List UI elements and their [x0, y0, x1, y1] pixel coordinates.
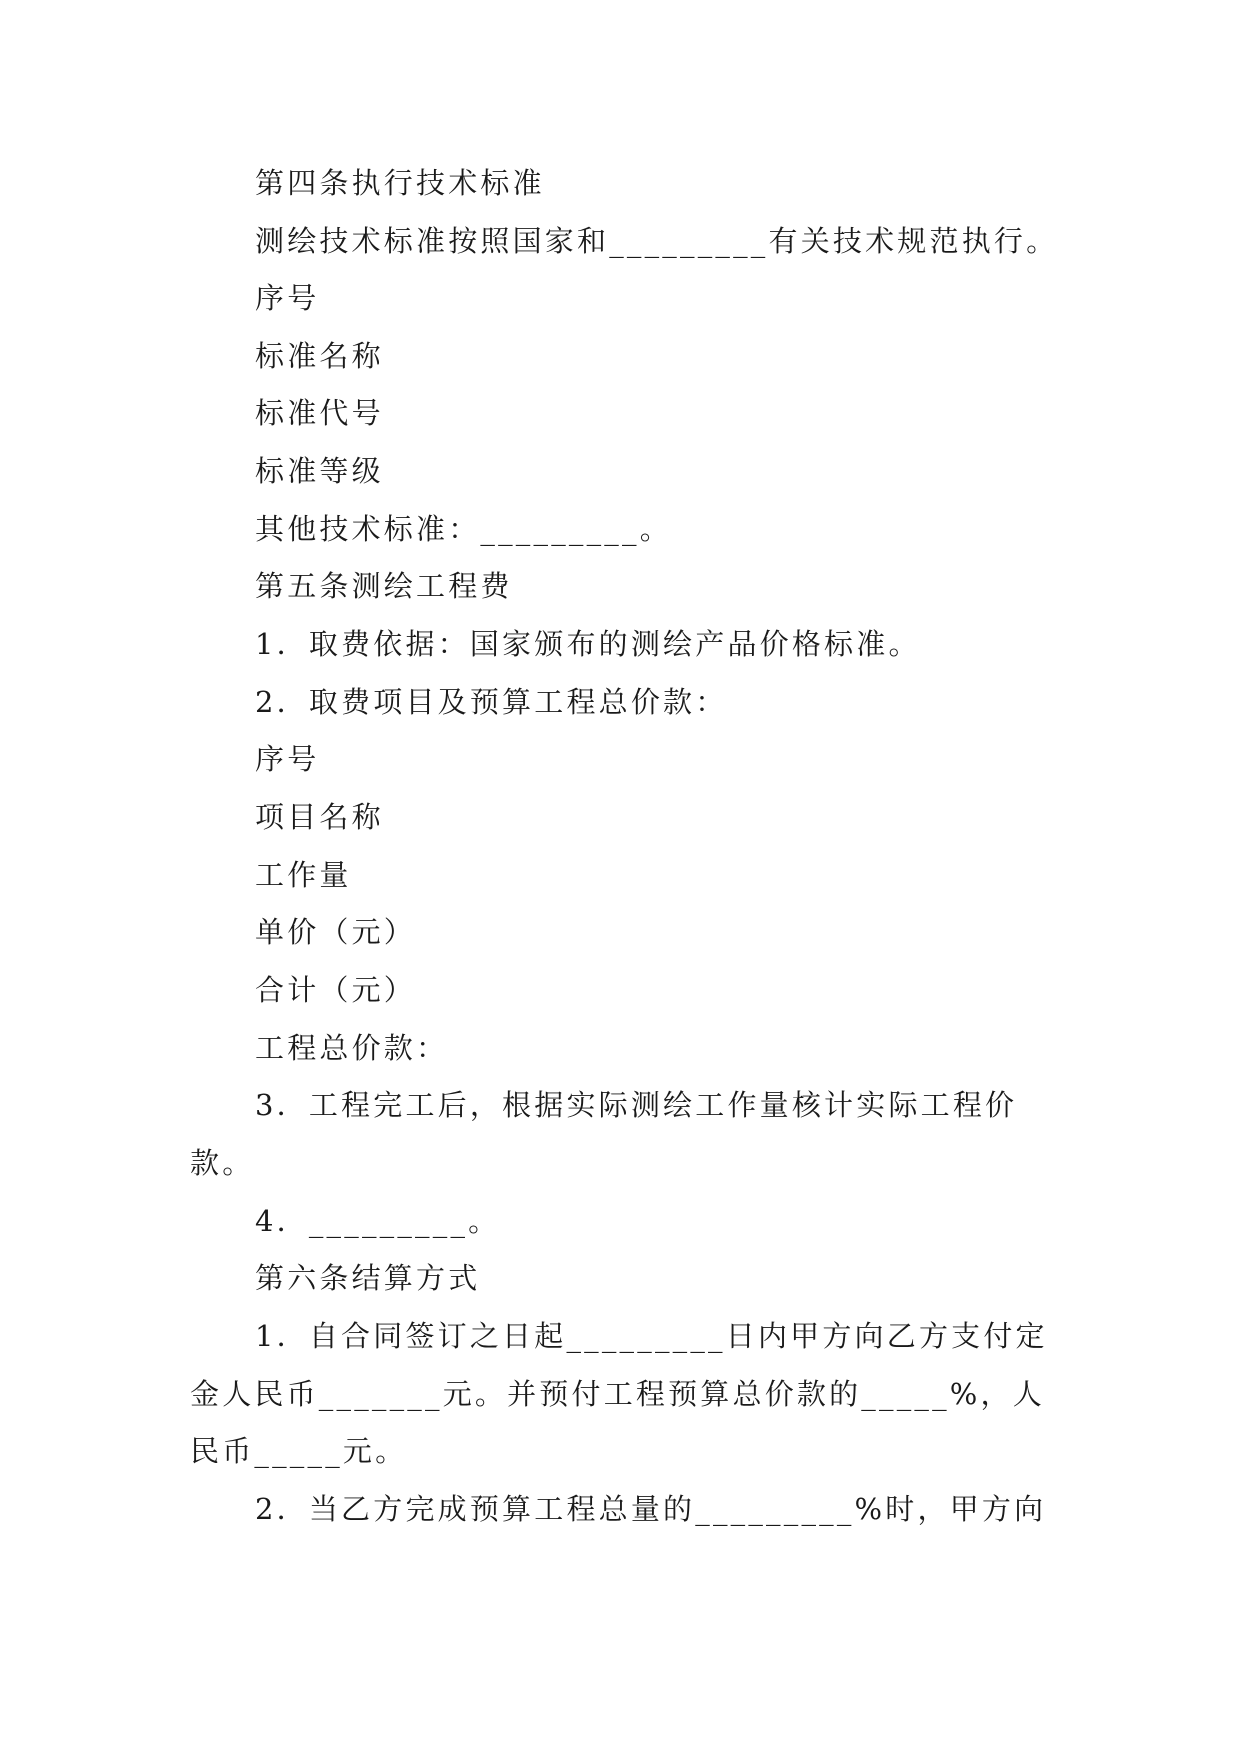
table-header-subtotal: 合计（元）: [255, 973, 417, 1007]
paragraph: 1．取费依据：国家颁布的测绘产品价格标准。: [255, 627, 921, 661]
paragraph: 2．取费项目及预算工程总价款：: [255, 685, 728, 719]
paragraph: 4．_________。: [255, 1204, 501, 1238]
article-6-heading: 第六条结算方式: [255, 1261, 481, 1295]
table-header-serial: 序号: [255, 281, 320, 315]
paragraph: 工程总价款：: [255, 1031, 449, 1065]
paragraph: 2．当乙方完成预算工程总量的_________%时，甲方向: [255, 1492, 1047, 1526]
table-header-serial: 序号: [255, 742, 320, 776]
paragraph-continuation: 款。: [190, 1146, 255, 1180]
table-header-unit-price: 单价（元）: [255, 915, 417, 949]
paragraph: 测绘技术标准按照国家和_________有关技术规范执行。: [255, 224, 1059, 258]
paragraph: 3．工程完工后，根据实际测绘工作量核计实际工程价: [255, 1088, 1018, 1122]
paragraph-continuation: 金人民币_______元。并预付工程预算总价款的_____%，人: [190, 1377, 1045, 1411]
table-header-standard-name: 标准名称: [255, 339, 384, 373]
table-header-workload: 工作量: [255, 858, 352, 892]
paragraph: 1．自合同签订之日起_________日内甲方向乙方支付定: [255, 1319, 1048, 1353]
table-header-item-name: 项目名称: [255, 800, 384, 834]
article-4-heading: 第四条执行技术标准: [255, 166, 545, 200]
paragraph-continuation: 民币_____元。: [190, 1434, 408, 1468]
table-header-standard-level: 标准等级: [255, 454, 384, 488]
table-header-standard-code: 标准代号: [255, 396, 384, 430]
paragraph: 其他技术标准：_________。: [255, 512, 672, 546]
article-5-heading: 第五条测绘工程费: [255, 569, 513, 603]
